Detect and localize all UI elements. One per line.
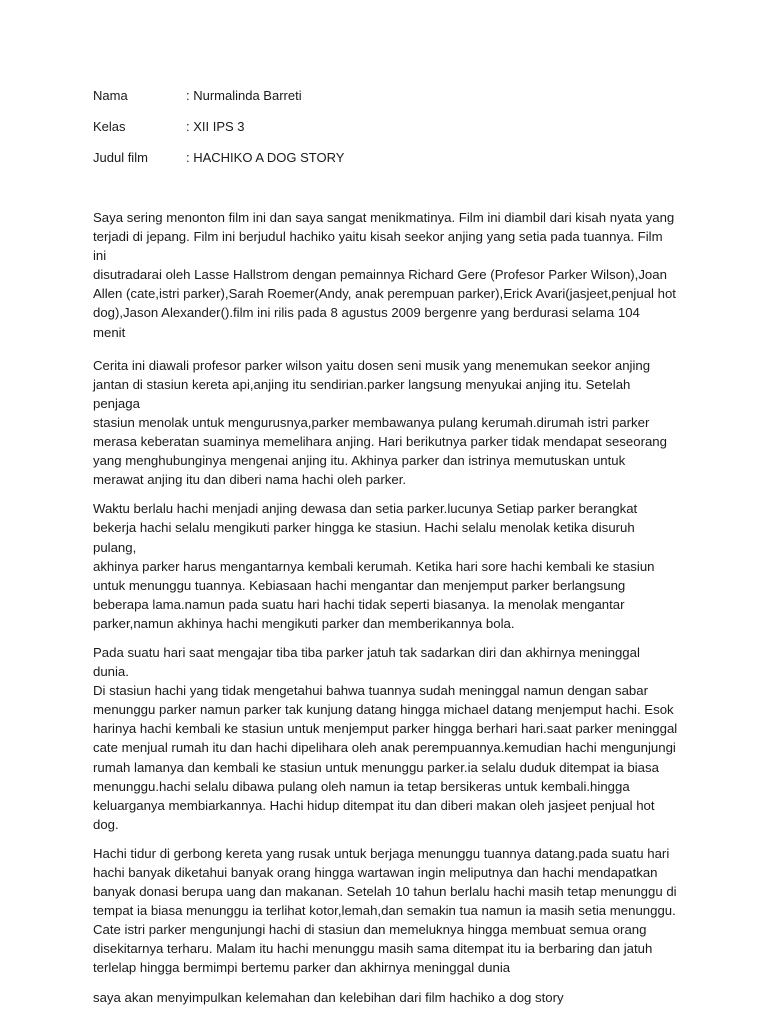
class-label: Kelas	[93, 119, 126, 134]
film-title-label: Judul film	[93, 150, 148, 165]
paragraph-parker-death: Pada suatu hari saat mengajar tiba tiba parker jatuh tak sadarkan diri dan akhirnya meninggal dunia. Di stasiun hachi yang tidak mengetahui bahwa tuannya sudah meninggal namun dengan sabar menunggu parker namun parker tak kunjung datang hingga michael datang menjemput hachi. Esok harinya hachi kembali ke stasiun untuk menjemput parker hingga berhari hari.saat parker meninggal cate menjual rumah itu dan hachi dipelihara oleh anak perempuannya.kemudian hachi mengunjungi rumah lamanya dan kembali ke stasiun untuk menunggu parker.ia selalu duduk ditempat ia biasa menunggu.hachi selalu dibawa pulang oleh namun ia tetap bersikeras untuk kembali.hingga keluarganya membiarkannya. Hachi hidup ditempat itu dan diberi makan oleh jasjeet penjual hot dog.	[93, 644, 678, 832]
class-row	[93, 117, 693, 137]
paragraph-story-beginning: Cerita ini diawali profesor parker wilson yaitu dosen seni musik yang menemukan seekor anjing jantan di stasiun kereta api,anjing itu sendirian.parker langsung menyukai anjing itu. Setelah penjaga stasiun menolak untuk mengurusnya,parker membawanya pulang kerumah.dirumah istri parker merasa keberatan suaminya memelihara anjing. Hari berikutnya parker tidak mendapat seseorang yang menghubunginya mengenai anjing itu. Akhinya parker dan istrinya memutuskan untuk merawat anjing itu dan diberi nama hachi oleh parker.	[93, 357, 667, 488]
paragraph-intro: Saya sering menonton film ini dan saya sangat menikmatinya. Film ini diambil dari kisah nyata yang terjadi di jepang. Film ini berjudul hachiko yaitu kisah seekor anjing yang setia pada tuannya. Film ini disutradarai oleh Lasse Hallstrom dengan pemainnya Richard Gere (Profesor Parker Wilson),Joan Allen (cate,istri parker),Sarah Roemer(Andy, anak perempuan parker),Erick Avari(jasjeet,penjual hot dog),Jason Alexander().film ini rilis pada 8 agustus 2009 bergenre yang berdurasi selama 104 menit	[93, 210, 676, 340]
paragraph-hachi-waiting: Hachi tidur di gerbong kereta yang rusak untuk berjaga menunggu tuannya datang.pada suatu hari hachi banyak diketahui banyak orang hingga wartawan ingin meliputnya dan hachi mendapatkan banyak donasi berupa uang dan makanan. Setelah 10 tahun berlalu hachi masih tetap menunggu di tempat ia biasa menunggu ia terlihat kotor,lemah,dan semakin tua namun ia masih setia menunggu. Cate istri parker mengunjungi hachi di stasiun dan memeluknya hingga membuat semua orang disekitarnya terharu. Malam itu hachi menunggu masih sama ditempat itu ia berbaring dan jatuh terlelap hingga bermimpi bertemu parker dan akhirnya meninggal dunia	[93, 845, 677, 976]
document-body	[93, 208, 678, 1017]
paragraph-daily-routine: Waktu berlalu hachi menjadi anjing dewasa dan setia parker.lucunya Setiap parker berangkat bekerja hachi selalu mengikuti parker hingga ke stasiun. Hachi selalu menolak ketika disuruh pulang, akhinya parker harus mengantarnya kembali kerumah. Ketika hari sore hachi kembali ke stasiun untuk menunggu tuannya. Kebiasaan hachi mengantar dan menjemput parker berlangsung beberapa lama.namun pada suatu hari hachi tidak seperti biasanya. Ia menolak mengantar parker,namun akhinya hachi mengikuti parker dan memberikannya bola.	[93, 501, 655, 631]
document-header	[93, 86, 693, 179]
name-value: : Nurmalinda Barreti	[186, 88, 302, 103]
paragraph-conclusion: saya akan menyimpulkan kelemahan dan kelebihan dari film hachiko a dog story	[93, 989, 564, 1005]
film-title-row	[93, 148, 693, 168]
film-title-value: : HACHIKO A DOG STORY	[186, 150, 345, 165]
class-value: : XII IPS 3	[186, 119, 245, 134]
name-label: Nama	[93, 88, 128, 103]
name-row	[93, 86, 693, 106]
